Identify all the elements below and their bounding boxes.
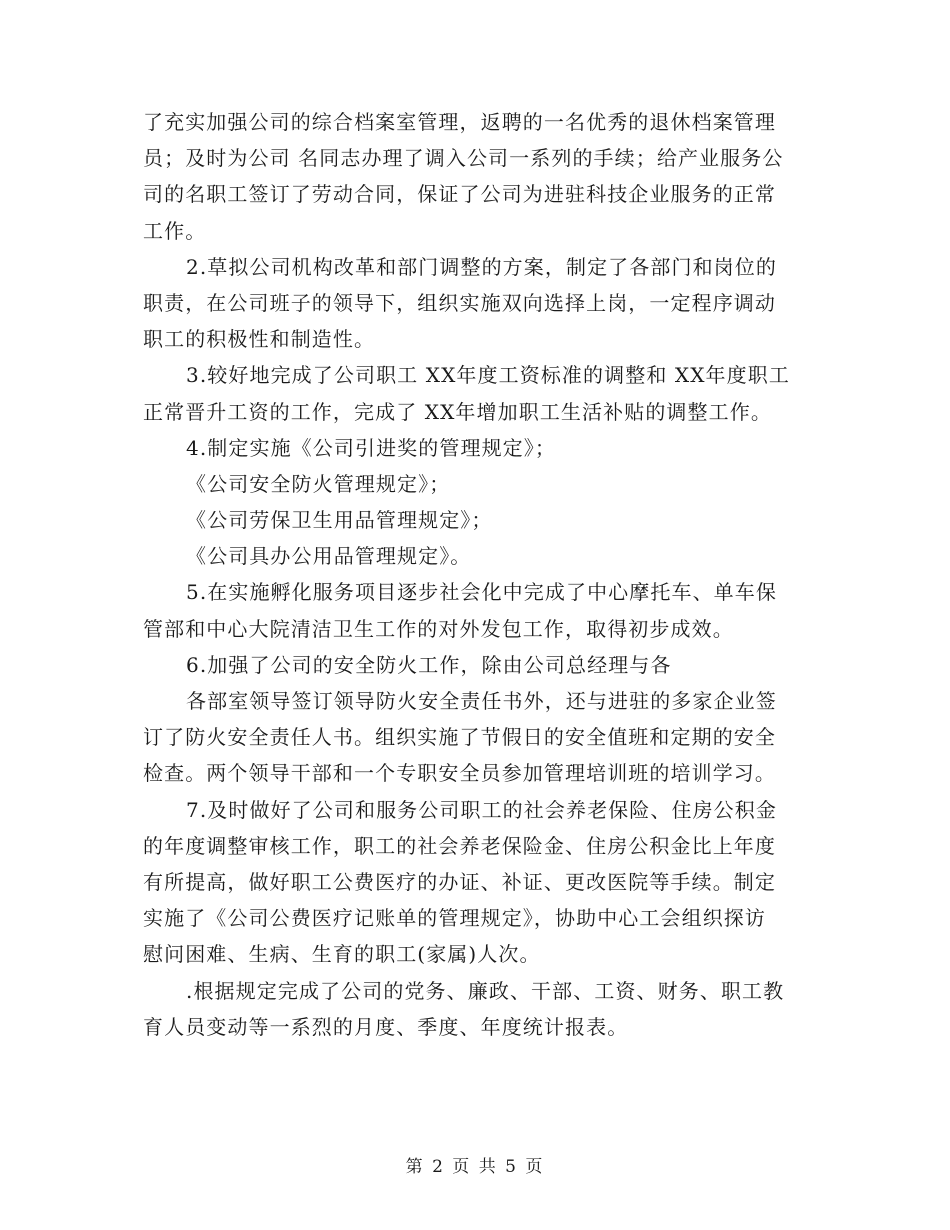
text-line: 实施了《公司公费医疗记账单的管理规定》，协助中心工会组织探访 — [143, 906, 766, 931]
para-item-4-fire — [143, 466, 810, 502]
text-line: 检查。两个领导干部和一个专职安全员参加管理培训班的培训学习。 — [143, 761, 776, 786]
page-number-footer: 第 2 页 共 5 页 — [405, 1157, 545, 1177]
para-item-8 — [143, 973, 810, 1045]
text-line: 有所提高，做好职工公费医疗的办证、补证、更改医院等手续。制定 — [143, 869, 776, 894]
text-line: 2.草拟公司机构改革和部门调整的方案，制定了各部门和岗位的 — [186, 254, 777, 279]
para-item-3 — [143, 357, 810, 429]
text-line: 职责，在公司班子的领导下，组织实施双向选择上岗，一定程序调动 — [143, 290, 776, 315]
para-item-4-labor — [143, 502, 810, 538]
text-line: 育人员变动等一系烈的月度、季度、年度统计报表。 — [143, 1014, 629, 1039]
text-line: 工作。 — [143, 218, 207, 243]
para-item-4-office — [143, 538, 810, 574]
text-line: 《公司具办公用品管理规定》。 — [186, 544, 472, 569]
text-line: 订了防火安全责任人书。组织实施了节假日的安全值班和定期的安全 — [143, 725, 776, 750]
document-body — [143, 104, 810, 1045]
text-line: 《公司安全防火管理规定》； — [186, 471, 451, 496]
text-line: 正常晋升工资的工作，完成了 XX年增加职工生活补贴的调整工作。 — [143, 399, 772, 424]
text-line: 《公司劳保卫生用品管理规定》； — [186, 508, 493, 533]
text-line: 6.加强了公司的安全防火工作，除由公司总经理与各 — [186, 652, 672, 677]
text-line: 职工的积极性和制造性。 — [143, 327, 376, 352]
text-line: 4.制定实施《公司引进奖的管理规定》； — [186, 435, 556, 460]
para-archives — [143, 104, 810, 249]
text-line: 5.在实施孵化服务项目逐步社会化中完成了中心摩托车、单车保 — [186, 580, 777, 605]
para-item-2 — [143, 249, 810, 358]
text-line: 的年度调整审核工作，职工的社会养老保险金、住房公积金比上年度 — [143, 833, 776, 858]
para-item-4 — [143, 430, 810, 466]
text-line: .根据规定完成了公司的党务、廉政、干部、工资、财务、职工教 — [186, 978, 785, 1003]
text-line: 了充实加强公司的综合档案室管理，返聘的一名优秀的退休档案管理 — [143, 110, 776, 134]
text-line: 3.较好地完成了公司职工 XX年度工资标准的调整和 XX年度职工 — [186, 363, 790, 388]
para-item-6 — [143, 647, 810, 683]
text-line: 7.及时做好了公司和服务公司职工的社会养老保险、住房公积金 — [186, 797, 777, 822]
text-line: 司的名职工签订了劳动合同，保证了公司为进驻科技企业服务的正常 — [143, 182, 776, 207]
para-item-6-cont — [143, 683, 810, 792]
text-line: 员；及时为公司 名同志办理了调入公司一系列的手续；给产业服务公 — [143, 146, 784, 171]
para-item-7 — [143, 792, 810, 973]
text-line: 各部室领导签订领导防火安全责任书外，还与进驻的多家企业签 — [186, 689, 777, 713]
para-item-5 — [143, 574, 810, 646]
text-line: 管部和中心大院清洁卫生工作的对外发包工作，取得初步成效。 — [143, 616, 734, 641]
text-line: 慰问困难、生病、生育的职工(家属)人次。 — [143, 942, 541, 967]
